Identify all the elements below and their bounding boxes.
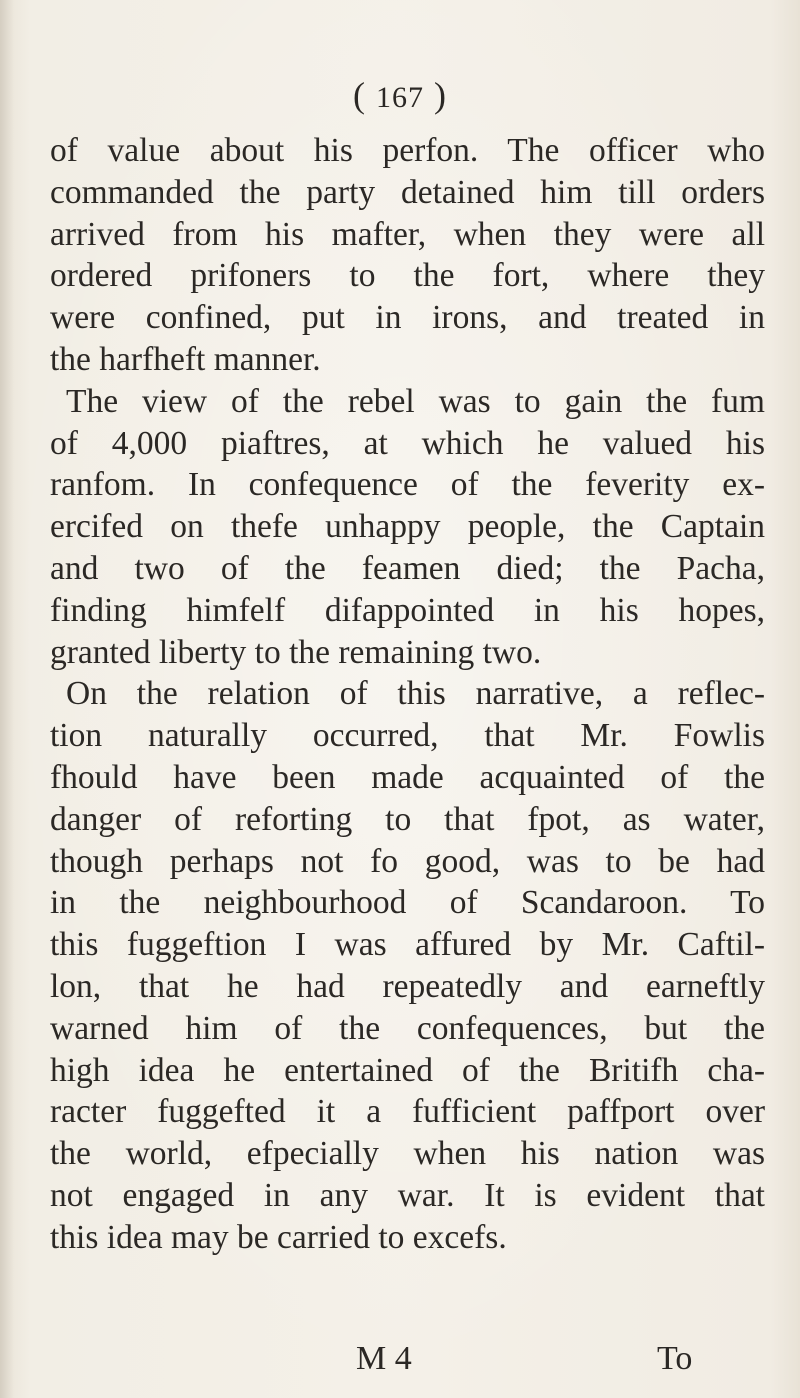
text-line: of 4,000 piaftres, at which he valued his: [50, 424, 765, 462]
body-text: [50, 130, 765, 1259]
text-line: danger of reforting to that fpot, as water,: [50, 800, 765, 838]
text-line: ordered prifoners to the fort, where they: [50, 257, 765, 295]
text-line: not engaged in any war. It is evident that: [50, 1176, 765, 1214]
text-line: warned him of the confequences, but the: [50, 1009, 765, 1047]
text-line: though perhaps not fo good, was to be had: [50, 842, 765, 880]
text-line: ranfom. In confequence of the feverity ex-: [50, 466, 765, 504]
text-line: the harfheft manner.: [50, 340, 321, 378]
text-line: and two of the feamen died; the Pacha,: [50, 549, 765, 587]
text-line: tion naturally occurred, that Mr. Fowlis: [50, 717, 765, 755]
text-line: high idea he entertained of the Britifh cha-: [50, 1051, 765, 1089]
text-line: this fuggeftion I was affured by Mr. Caftil-: [50, 926, 765, 964]
page-header: [0, 74, 800, 116]
text-line: in the neighbourhood of Scandaroon. To: [50, 884, 765, 922]
text-line: this idea may be carried to excefs.: [50, 1218, 507, 1256]
header-close-paren: ): [434, 75, 447, 115]
text-line: were confined, put in irons, and treated in: [50, 299, 765, 337]
text-line: of value about his perfon. The officer who: [50, 132, 765, 169]
header-open-paren: (: [353, 75, 366, 115]
text-line: ercifed on thefe unhappy people, the Captain: [50, 508, 765, 546]
text-line: The view of the rebel was to gain the fum: [66, 382, 765, 420]
page-number: 167: [376, 81, 424, 114]
text-line: the world, efpecially when his nation was: [50, 1135, 765, 1173]
text-line: racter fuggefted it a fufficient paffport over: [50, 1093, 765, 1131]
catchword: To: [657, 1340, 693, 1377]
text-line: commanded the party detained him till orders: [50, 173, 765, 211]
text-line: fhould have been made acquainted of the: [50, 758, 765, 796]
text-line: granted liberty to the remaining two.: [50, 633, 542, 671]
text-line: On the relation of this narrative, a reflec-: [66, 675, 765, 713]
signature-mark: M 4: [356, 1340, 412, 1377]
text-line: lon, that he had repeatedly and earneftly: [50, 967, 765, 1005]
page-edge-shadow: [0, 0, 14, 1398]
text-line: finding himfelf difappointed in his hopes,: [50, 591, 765, 629]
text-line: arrived from his mafter, when they were all: [50, 215, 765, 253]
